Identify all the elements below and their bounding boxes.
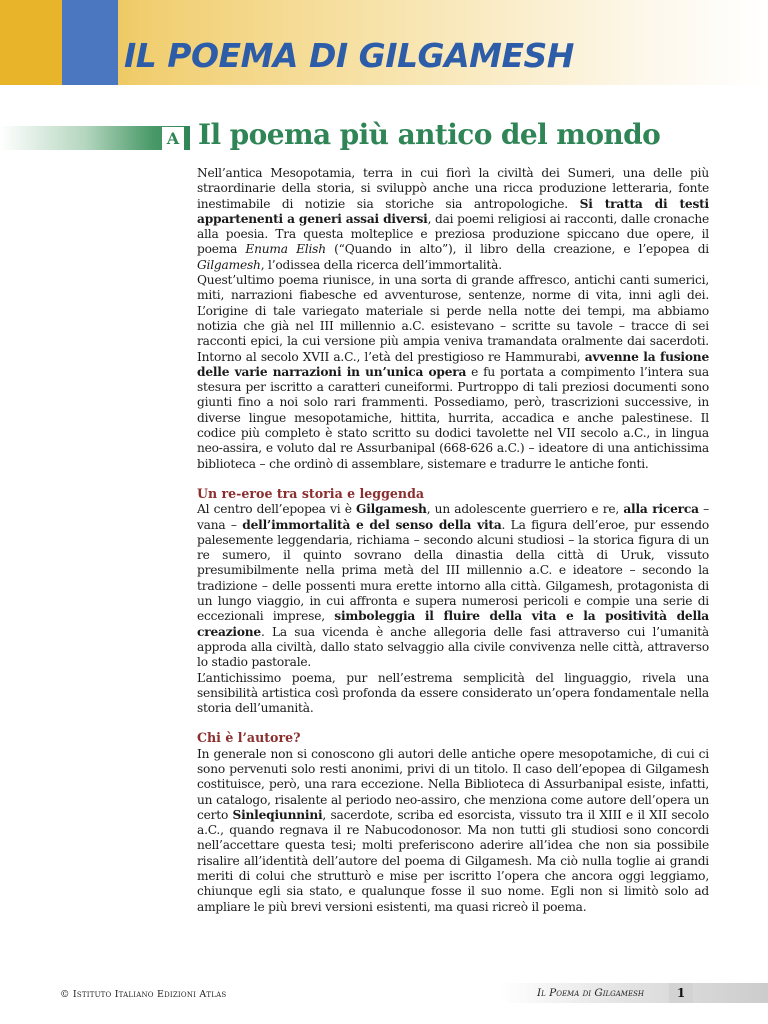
bold-text: Gilgamesh [356, 502, 427, 517]
paragraph [197, 273, 709, 472]
italic-text: Gilgamesh [197, 257, 261, 272]
bold-text: dell’immortalità e del senso della vita [242, 517, 502, 532]
italic-text: Enuma Elish [245, 242, 326, 257]
article-body [197, 166, 709, 915]
text-run: , un adolescente guerriero e re, [426, 502, 624, 517]
text-run: . La figura dell’eroe, pur essendo palesemente leggendaria, richiama – secondo alcuni studiosi – la storica figura di un re sumero, il quinto sovrano della dinastia della città di Uruk, vissuto presumibilmente nella prima metà del III millennio a.C. e ideatore – secondo la tradizione – delle possenti mura erette intorno alla città. Gilgamesh, protagonista di un lungo viaggio, in cui affronta e supera numerosi pericoli e compie una serie di eccezionali imprese, [197, 517, 709, 624]
publisher-label: © Istituto Italiano Edizioni Atlas [60, 989, 227, 1000]
section-title: Il poema più antico del mondo [198, 118, 661, 151]
paragraph [197, 166, 709, 273]
page-number: 1 [669, 983, 693, 1003]
text-run: e fu portata a compimento l’intera sua stesura per iscritto a caratteri cuneiformi. Purtroppo di tali preziosi documenti sono giunti fino a noi solo rari frammenti. Possediamo, però, trascrizioni successive, in diverse lingue mesopotamiche, hittita, hurrita, accadica e anche palestinese. Il codice più completo è stato scritto su dodici tavolette nel VII secolo a.C., in lingua neo-assira, e voluto dal re Assurbanipal (668-626 a.C.) – ideatore di una antichissima biblioteca – che ordinò di assemblare, sistemare e tradurre le antiche fonti. [197, 364, 709, 471]
section-letter-badge: A [162, 127, 184, 151]
text-run: In generale non si conoscono gli autori delle antiche opere mesopotamiche, di cui ci sono pervenuti solo resti anonimi, privi di un titolo. Il caso dell’epopea di Gilgamesh costituisce, però, una rara eccezione. Nella Biblioteca di Assurbanipal esiste, infatti, un catalogo, risalente al periodo neo-assiro, che menziona come autore dell’opera un certo [197, 746, 709, 822]
text-run: , sacerdote, scriba ed esorcista, vissuto tra il XIII e il XII secolo a.C., quando regnava il re Nabucodonosor. Ma non tutti gli studiosi sono concordi nell’accettare questa tesi; molti preferiscono aderire all’idea che non sia possibile risalire all’identità dell’autore del poema di Gilgamesh. Ma ciò nulla toglie ai grandi meriti di colui che strutturò e mise per iscritto l’opera che ancora oggi leggiamo, chiunque egli sia stato, e qualunque fosse il suo nome. Egli non si limitò solo ad ampliare le più brevi versioni esistenti, ma quasi ricreò il poema. [197, 807, 709, 914]
text-run: . La sua vicenda è anche allegoria delle fasi attraverso cui l’umanità approda alla civiltà, dallo stato selvaggio alla civile convivenza nelle città, attraverso lo stadio pastorale. [197, 624, 709, 670]
subheading: Chi è l’autore? [197, 730, 301, 746]
text-run: , l’odissea della ricerca dell’immortalità. [260, 257, 502, 272]
paragraph [197, 747, 709, 915]
header-blue-block [62, 0, 118, 85]
text-run: L’antichissimo poema, pur nell’estrema semplicità del linguaggio, rivela una sensibilità artistica così profonda da essere considerato un’opera fondamentale nella storia dell’umanità. [197, 670, 709, 716]
text-run: Al centro dell’epopea vi è [197, 502, 357, 517]
page-title: IL POEMA DI GILGAMESH [124, 36, 574, 75]
footer-running-title: Il Poema di Gilgamesh [537, 987, 644, 999]
bold-text: Si tratta di testi appartenenti a generi assai diversi [197, 196, 709, 226]
text-run: – vana – [197, 502, 709, 532]
text-run: (“Quando in alto”), il libro della creazione, e l’epopea di [325, 242, 709, 257]
text-run: Nell’antica Mesopotamia, terra in cui fiorì la civiltà dei Sumeri, una delle più straordinarie della storia, si sviluppò anche una ricca produzione letteraria, fonte inestimabile di notizie sia storiche sia antropologiche. [197, 166, 709, 211]
paragraph [197, 502, 709, 670]
bold-text: Sinleqiunnini [232, 807, 323, 822]
bold-text: alla ricerca [623, 502, 699, 517]
paragraph [197, 671, 709, 717]
header-yellow-tab [0, 0, 62, 85]
bold-text: simboleggia il fluire della vita e la positività della creazione [197, 609, 710, 639]
text-run: , dai poemi religiosi ai racconti, dalle cronache alla poesia. Tra questa molteplice e preziosa produzione spiccano due opere, il poema [197, 211, 709, 257]
bold-text: avvenne la fusione delle varie narrazioni in un’unica opera [197, 349, 709, 379]
subheading: Un re-eroe tra storia e leggenda [197, 485, 425, 501]
footer-running-head [0, 983, 768, 1003]
text-run: Quest’ultimo poema riunisce, in una sorta di grande affresco, antichi canti sumerici, miti, narrazioni fiabesche ed avventurose, sentenze, norme di vita, inni agli dei. L’origine di tale variegato materiale si perde nella notte dei tempi, ma abbiamo notizia che già nel III millennio a.C. esistevano – scritte su tavole – tracce di sei racconti epici, la cui versione più ampia veniva tramandata oralmente dai sacerdoti. Intorno al secolo XVII a.C., l’età del prestigioso re Hammurabi, [197, 273, 709, 364]
